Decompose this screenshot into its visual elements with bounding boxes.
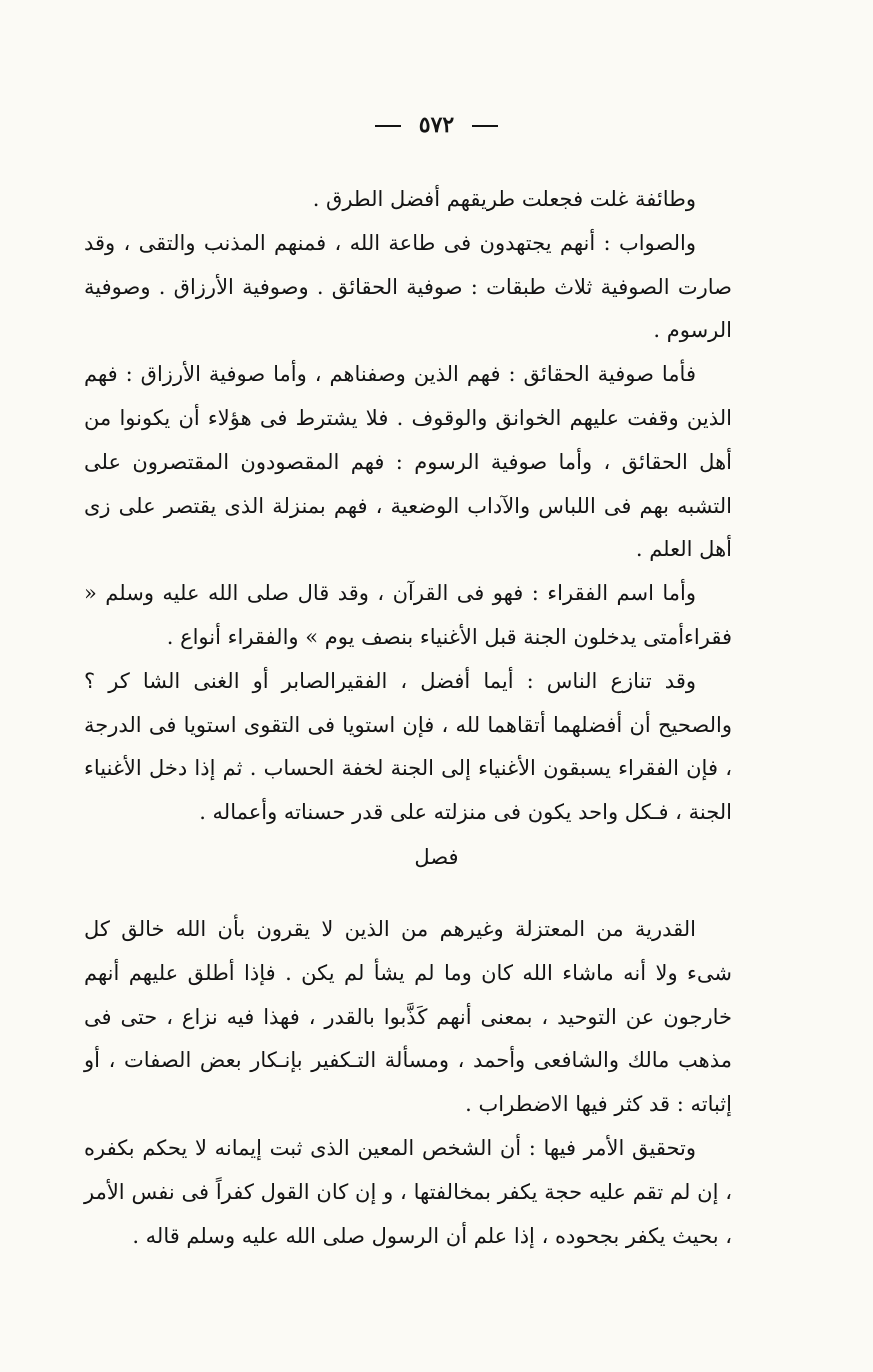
page-number-text: ٥٧٢ (418, 112, 455, 138)
paragraph-poor-vs-rich: وقد تنازع الناس : أيما أفضل ، الفقيرالصابر أو الغنى الشا كر ؟ والصحيح أن أفضلهما أتقاهما لله ، فإن استويا فى التقوى استويا فى الدرجة ، فإن الفقراء يسبقون الأغنياء إلى الجنة لخفة الحساب . ثم إذا دخل الأغنياء الجنة ، فـكل واحد يكون فى منزلته على قدر حسناته وأعماله . (84, 668, 732, 825)
paragraph-sufi-extreme-group: وطائفة غلت فجعلت طريقهم أفضل الطرق . (312, 187, 696, 211)
page-number-dash-left (375, 125, 401, 127)
lower-text-section (84, 908, 732, 1258)
section-heading: فصل (414, 845, 459, 869)
paragraph-the-poor: وأما اسم الفقراء : فهو فى القرآن ، وقد قال صلى الله عليه وسلم « فقراءأمتى يدخلون الجنة قبل الأغنياء بنصف يوم » والفقراء أنواع . (84, 581, 732, 649)
paragraph-qadariyya: القدرية من المعتزلة وغيرهم من الذين لا يقرون بأن الله خالق كل شىء ولا أنه ماشاء الله كان وما لم يشأ لم يكن . فإذا أطلق عليهم أنهم خارجون عن التوحيد ، بمعنى أنهم كَذَّبوا بالقدر ، فهذا فيه نزاع ، حتى فى مذهب مالك والشافعى وأحمد ، ومسألة التـكفير بإنـكار بعض الصفات ، أو إثباته : قد كثر فيها الاضطراب . (84, 917, 732, 1117)
page-number (0, 112, 873, 138)
page-number-dash-right (472, 125, 498, 127)
paragraph-correct-view: والصواب : أنهم يجتهدون فى طاعة الله ، فمنهم المذنب والتقى ، وقد صارت الصوفية ثلاث طبقات : صوفية الحقائق . وصوفية الأرزاق . وصوفية الرسوم . (84, 230, 732, 343)
upper-text-section (84, 178, 732, 835)
paragraph-verification: وتحقيق الأمر فيها : أن الشخص المعين الذى ثبت إيمانه لا يحكم بكفره ، إن لم تقم عليه حجة يكفر بمخالفتها ، و إن كان القول كفراً فى نفس الأمر ، بحيث يكفر بجحوده ، إذا علم أن الرسول صلى الله عليه وسلم قاله . (84, 1135, 732, 1248)
paragraph-sufi-categories: فأما صوفية الحقائق : فهم الذين وصفناهم ، وأما صوفية الأرزاق : فهم الذين وقفت عليهم الخوانق والوقوف . فلا يشترط فى هؤلاء أن يكونوا من أهل الحقائق ، وأما صوفية الرسوم : فهم المقصودون المقتصرون على التشبه بهم فى اللباس والآداب الوضعية ، فهم بمنزلة الذى يقتصر على زى أهل العلم . (84, 362, 732, 562)
